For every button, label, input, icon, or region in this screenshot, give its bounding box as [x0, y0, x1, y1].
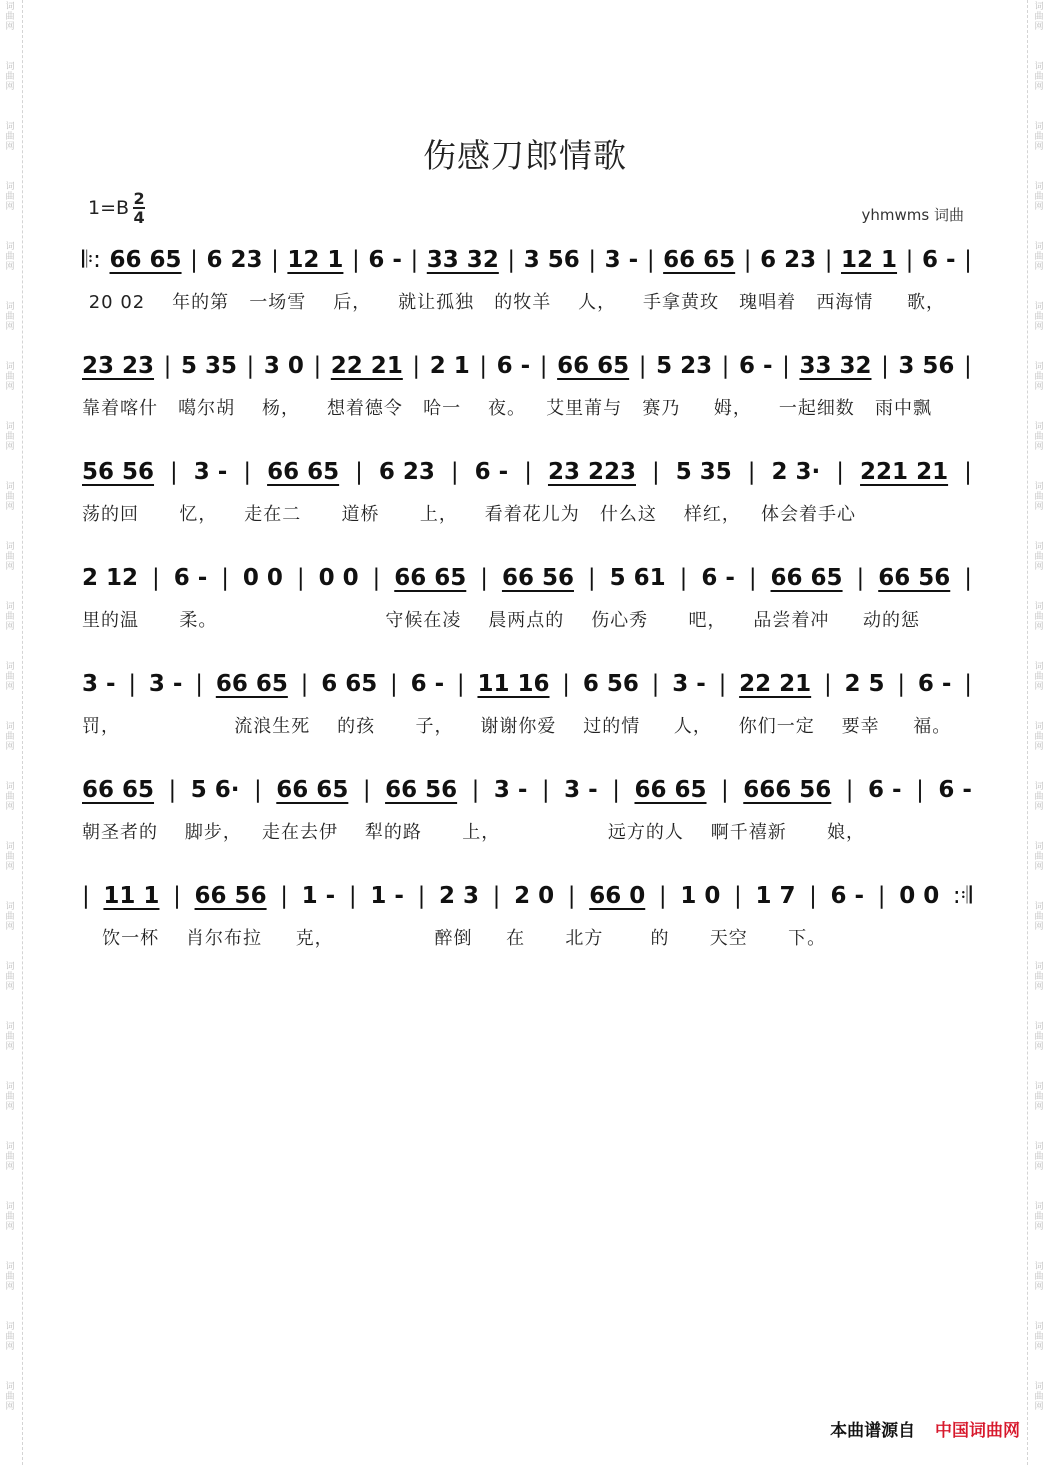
barline: |	[390, 671, 398, 697]
barline: |	[480, 565, 488, 591]
note-group: 3 -	[493, 777, 528, 803]
watermark-mark: 词 曲 网	[5, 722, 15, 752]
watermark-mark: 词 曲 网	[5, 242, 15, 272]
barline: |	[824, 247, 833, 273]
barline: |	[163, 353, 172, 379]
barline: |	[170, 459, 178, 485]
barline: |	[243, 459, 252, 485]
barline: |	[541, 777, 550, 803]
barline: |	[412, 353, 421, 379]
note-group: 2 3·	[771, 459, 821, 485]
note-group: 66 56	[878, 565, 951, 591]
note-group: 3 56	[523, 247, 580, 273]
watermark-mark: 词 曲 网	[1034, 902, 1044, 932]
watermark-mark: 词 曲 网	[5, 842, 15, 872]
note-group: 66 65	[634, 777, 707, 803]
barline: |	[456, 671, 465, 697]
watermark-mark: 词 曲 网	[1034, 1082, 1044, 1112]
notation-row	[82, 240, 972, 280]
watermark-mark: 词 曲 网	[5, 62, 15, 92]
barline: |	[679, 565, 688, 591]
watermark-mark: 词 曲 网	[1034, 542, 1044, 572]
barline: |	[964, 671, 972, 697]
note-group: 66 65	[394, 565, 467, 591]
score-line	[82, 770, 972, 860]
time-beats: 2	[133, 189, 145, 208]
note-group: 66 65	[215, 671, 288, 697]
time-unit: 4	[133, 208, 145, 227]
watermark-mark: 词 曲 网	[5, 1262, 15, 1292]
barline: |	[82, 883, 90, 909]
watermark-mark: 词 曲 网	[1034, 782, 1044, 812]
barline: |	[195, 671, 204, 697]
watermark-mark: 词 曲 网	[1034, 1382, 1044, 1412]
note-group: 0 0	[899, 883, 940, 909]
barline: |	[539, 353, 548, 379]
barline: |	[823, 671, 832, 697]
note-group: 666 56	[743, 777, 832, 803]
note-group: 5 35	[675, 459, 732, 485]
note-group: 5 35	[180, 353, 237, 379]
watermark-mark: 词 曲 网	[1034, 422, 1044, 452]
note-group: 66 56	[385, 777, 458, 803]
left-watermark-strip	[0, 0, 23, 1465]
barline: |	[271, 247, 279, 273]
barline: |	[417, 883, 426, 909]
notation-row	[82, 346, 972, 386]
note-group: 2 1	[429, 353, 470, 379]
note-group: 11 1	[103, 883, 160, 909]
barline: |	[905, 247, 914, 273]
note-group: 221 21	[860, 459, 949, 485]
note-group: 2 12	[82, 565, 139, 591]
watermark-mark: 词 曲 网	[5, 122, 15, 152]
note-group: 1 -	[370, 883, 404, 909]
barline: |	[348, 883, 357, 909]
source-label: 本曲谱源自	[830, 1421, 916, 1441]
barline: |	[507, 247, 516, 273]
barline: |	[128, 671, 137, 697]
lyric-row: 罚， 流浪生死 的孩 子， 谢谢你爱 过的情 人， 你们一定 要幸 福。	[82, 716, 952, 737]
barline: |	[479, 353, 488, 379]
note-group: 56 56	[82, 459, 155, 485]
note-group: 6 -	[868, 777, 902, 803]
note-group: 3 -	[604, 247, 639, 273]
barline: |	[651, 671, 660, 697]
note-group: 1 0	[680, 883, 721, 909]
barline: |	[747, 459, 756, 485]
barline: |	[658, 883, 667, 909]
watermark-mark: 词 曲 网	[1034, 962, 1044, 992]
barline: |	[881, 353, 889, 379]
note-group: 33 32	[799, 353, 872, 379]
notation-row	[82, 558, 972, 598]
song-title: 伤感刀郎情歌	[423, 136, 627, 175]
barline: |	[964, 353, 972, 379]
barline: |	[964, 247, 972, 273]
note-group: 5 23	[656, 353, 713, 379]
barline: |	[587, 565, 596, 591]
watermark-mark: 词 曲 网	[1034, 362, 1044, 392]
note-group: 6 65	[321, 671, 378, 697]
watermark-mark: 词 曲 网	[5, 182, 15, 212]
watermark-mark: 词 曲 网	[5, 1322, 15, 1352]
barline: |	[836, 459, 845, 485]
note-group: 6 56	[582, 671, 639, 697]
watermark-mark: 词 曲 网	[5, 362, 15, 392]
note-group: 66 0	[589, 883, 646, 909]
note-group: 66 56	[501, 565, 574, 591]
barline: |	[782, 353, 790, 379]
watermark-mark: 词 曲 网	[1034, 182, 1044, 212]
watermark-mark: 词 曲 网	[1034, 122, 1044, 152]
note-group: 6 -	[830, 883, 865, 909]
note-group: 11 16	[477, 671, 550, 697]
right-watermark-strip	[1027, 0, 1050, 1465]
watermark-mark: 词 曲 网	[1034, 62, 1044, 92]
note-group: 6 -	[474, 459, 509, 485]
lyric-row: 朝圣者的 脚步， 走在去伊 犁的路 上， 远方的人 啊千禧新 娘，	[82, 822, 866, 843]
watermark-mark: 词 曲 网	[5, 302, 15, 332]
note-group: 3 56	[898, 353, 955, 379]
barline: |	[296, 565, 305, 591]
notation-row	[82, 664, 972, 704]
note-group: 66 65	[770, 565, 843, 591]
watermark-mark: 词 曲 网	[1034, 2, 1044, 32]
barline: |	[856, 565, 865, 591]
score-line	[82, 452, 972, 542]
barline: |	[588, 247, 597, 273]
note-group: 6 -	[410, 671, 445, 697]
note-group: 2 0	[514, 883, 555, 909]
watermark-mark: 词 曲 网	[5, 2, 15, 32]
barline: |	[362, 777, 371, 803]
barline: |	[221, 565, 229, 591]
barline: |	[638, 353, 647, 379]
watermark-mark: 词 曲 网	[5, 1082, 15, 1112]
barline: |	[718, 671, 727, 697]
note-group: 66 65	[557, 353, 630, 379]
note-group: 66 65	[663, 247, 736, 273]
note-group: 6 23	[378, 459, 435, 485]
barline: |	[450, 459, 459, 485]
watermark-mark: 词 曲 网	[5, 782, 15, 812]
barline: |	[410, 247, 419, 273]
note-group: 3 -	[148, 671, 183, 697]
barline: |	[168, 777, 177, 803]
barline: |	[916, 777, 924, 803]
lyric-row: 荡的回 忆， 走在二 道桥 上， 看着花儿为 什么这 样红， 体会着手心	[82, 504, 856, 525]
watermark-mark: 词 曲 网	[1034, 482, 1044, 512]
key-signature	[88, 190, 145, 226]
note-group: 5 61	[609, 565, 666, 591]
source-brand: 中国词曲网	[935, 1421, 1020, 1441]
score-line	[82, 876, 972, 966]
barline: |	[845, 777, 854, 803]
note-group: 12 1	[841, 247, 898, 273]
barline: |	[734, 883, 742, 909]
barline: |	[280, 883, 288, 909]
note-group: 1 7	[755, 883, 796, 909]
barline: |	[964, 459, 972, 485]
notation-row	[82, 770, 972, 810]
watermark-mark: 词 曲 网	[1034, 302, 1044, 332]
barline: |	[524, 459, 532, 485]
watermark-mark: 词 曲 网	[1034, 242, 1044, 272]
note-group: 6 -	[496, 353, 531, 379]
watermark-mark: 词 曲 网	[1034, 1142, 1044, 1172]
note-group: 5 6·	[190, 777, 240, 803]
watermark-mark: 词 曲 网	[1034, 1322, 1044, 1352]
watermark-mark: 词 曲 网	[1034, 1262, 1044, 1292]
barline: |	[877, 883, 886, 909]
watermark-mark: 词 曲 网	[5, 482, 15, 512]
note-group: 22 21	[330, 353, 403, 379]
barline: |	[173, 883, 181, 909]
note-group: 6 -	[938, 777, 972, 803]
watermark-mark: 词 曲 网	[1034, 722, 1044, 752]
notation-row	[82, 876, 972, 916]
barline: |	[964, 565, 972, 591]
barline: |	[254, 777, 262, 803]
barline: |	[471, 777, 480, 803]
barline: |	[721, 777, 729, 803]
barline: |	[562, 671, 571, 697]
barline: |	[492, 883, 501, 909]
note-group: 6 -	[368, 247, 402, 273]
note-group: 66 56	[194, 883, 267, 909]
note-group: 22 21	[739, 671, 812, 697]
barline: |	[721, 353, 730, 379]
watermark-mark: 词 曲 网	[1034, 602, 1044, 632]
note-group: 3 -	[564, 777, 598, 803]
watermark-mark: 词 曲 网	[1034, 842, 1044, 872]
note-group: 6 -	[921, 247, 956, 273]
barline: |	[151, 565, 160, 591]
watermark-mark: 词 曲 网	[5, 602, 15, 632]
barline: |	[567, 883, 576, 909]
note-group: 6 -	[701, 565, 735, 591]
barline: |	[743, 247, 752, 273]
watermark-mark: 词 曲 网	[5, 1022, 15, 1052]
note-group: 6 23	[206, 247, 263, 273]
note-group: 23 223	[547, 459, 636, 485]
barline: |	[809, 883, 817, 909]
watermark-mark: 词 曲 网	[5, 422, 15, 452]
barline: |	[190, 247, 198, 273]
note-group: 6 23	[760, 247, 817, 273]
source-footer	[830, 1416, 1020, 1441]
watermark-mark: 词 曲 网	[1034, 662, 1044, 692]
note-group: 0 0	[242, 565, 283, 591]
barline: |	[372, 565, 381, 591]
barline: |	[646, 247, 655, 273]
watermark-mark: 词 曲 网	[5, 902, 15, 932]
watermark-mark: 词 曲 网	[5, 1382, 15, 1412]
barline: |	[612, 777, 620, 803]
time-signature	[133, 190, 145, 226]
note-group: 3 -	[672, 671, 706, 697]
note-group: 66 65	[109, 247, 182, 273]
barline: |	[246, 353, 255, 379]
barline: |	[748, 565, 757, 591]
note-group: 1 -	[301, 883, 336, 909]
watermark-mark: 词 曲 网	[5, 662, 15, 692]
notation-row	[82, 452, 972, 492]
watermark-mark: 词 曲 网	[5, 542, 15, 572]
note-group: 6 -	[917, 671, 952, 697]
barline: |	[313, 353, 322, 379]
barline: |	[652, 459, 660, 485]
barline: 𝄆:	[82, 247, 101, 273]
note-group: 3 0	[263, 353, 304, 379]
score-line	[82, 558, 972, 648]
lyric-row: 20 02 年的第 一场雪 后， 就让孤独 的牧羊 人， 手拿黄玫 瑰唱着 西海情 歌，	[82, 292, 945, 313]
note-group: 6 -	[173, 565, 208, 591]
barline: |	[300, 671, 309, 697]
note-group: 3 -	[193, 459, 228, 485]
composer-credit: yhmwms 词曲	[861, 206, 964, 224]
barline: |	[355, 459, 363, 485]
note-group: 66 65	[276, 777, 349, 803]
note-group: 2 5	[844, 671, 885, 697]
watermark-mark: 词 曲 网	[5, 962, 15, 992]
lyric-row: 靠着喀什 噶尔胡 杨， 想着德令 哈一 夜。 艾里莆与 赛乃 姆， 一起细数 雨中飘	[82, 398, 932, 419]
watermark-mark: 词 曲 网	[5, 1202, 15, 1232]
barline: |	[352, 247, 360, 273]
note-group: 6 -	[739, 353, 773, 379]
note-group: 0 0	[318, 565, 359, 591]
note-group: 2 3	[438, 883, 479, 909]
barline: :𝄇	[952, 883, 972, 909]
watermark-mark: 词 曲 网	[1034, 1022, 1044, 1052]
watermark-mark: 词 曲 网	[5, 1142, 15, 1172]
score-line	[82, 664, 972, 754]
note-group: 66 65	[267, 459, 340, 485]
note-group: 33 32	[426, 247, 499, 273]
score-line	[82, 346, 972, 436]
score-line	[82, 240, 972, 330]
lyric-row: 里的温 柔。 守候在凌 晨两点的 伤心秀 吧， 品尝着冲 动的惩	[82, 610, 920, 631]
key-prefix: 1=B	[88, 197, 130, 219]
note-group: 3 -	[82, 671, 116, 697]
watermark-mark: 词 曲 网	[1034, 1202, 1044, 1232]
note-group: 66 65	[82, 777, 155, 803]
barline: |	[897, 671, 906, 697]
note-group: 12 1	[287, 247, 344, 273]
lyric-row: 饮一杯 肖尔布拉 克， 醉倒 在 北方 的 天空 下。	[82, 928, 827, 949]
note-group: 23 23	[82, 353, 155, 379]
